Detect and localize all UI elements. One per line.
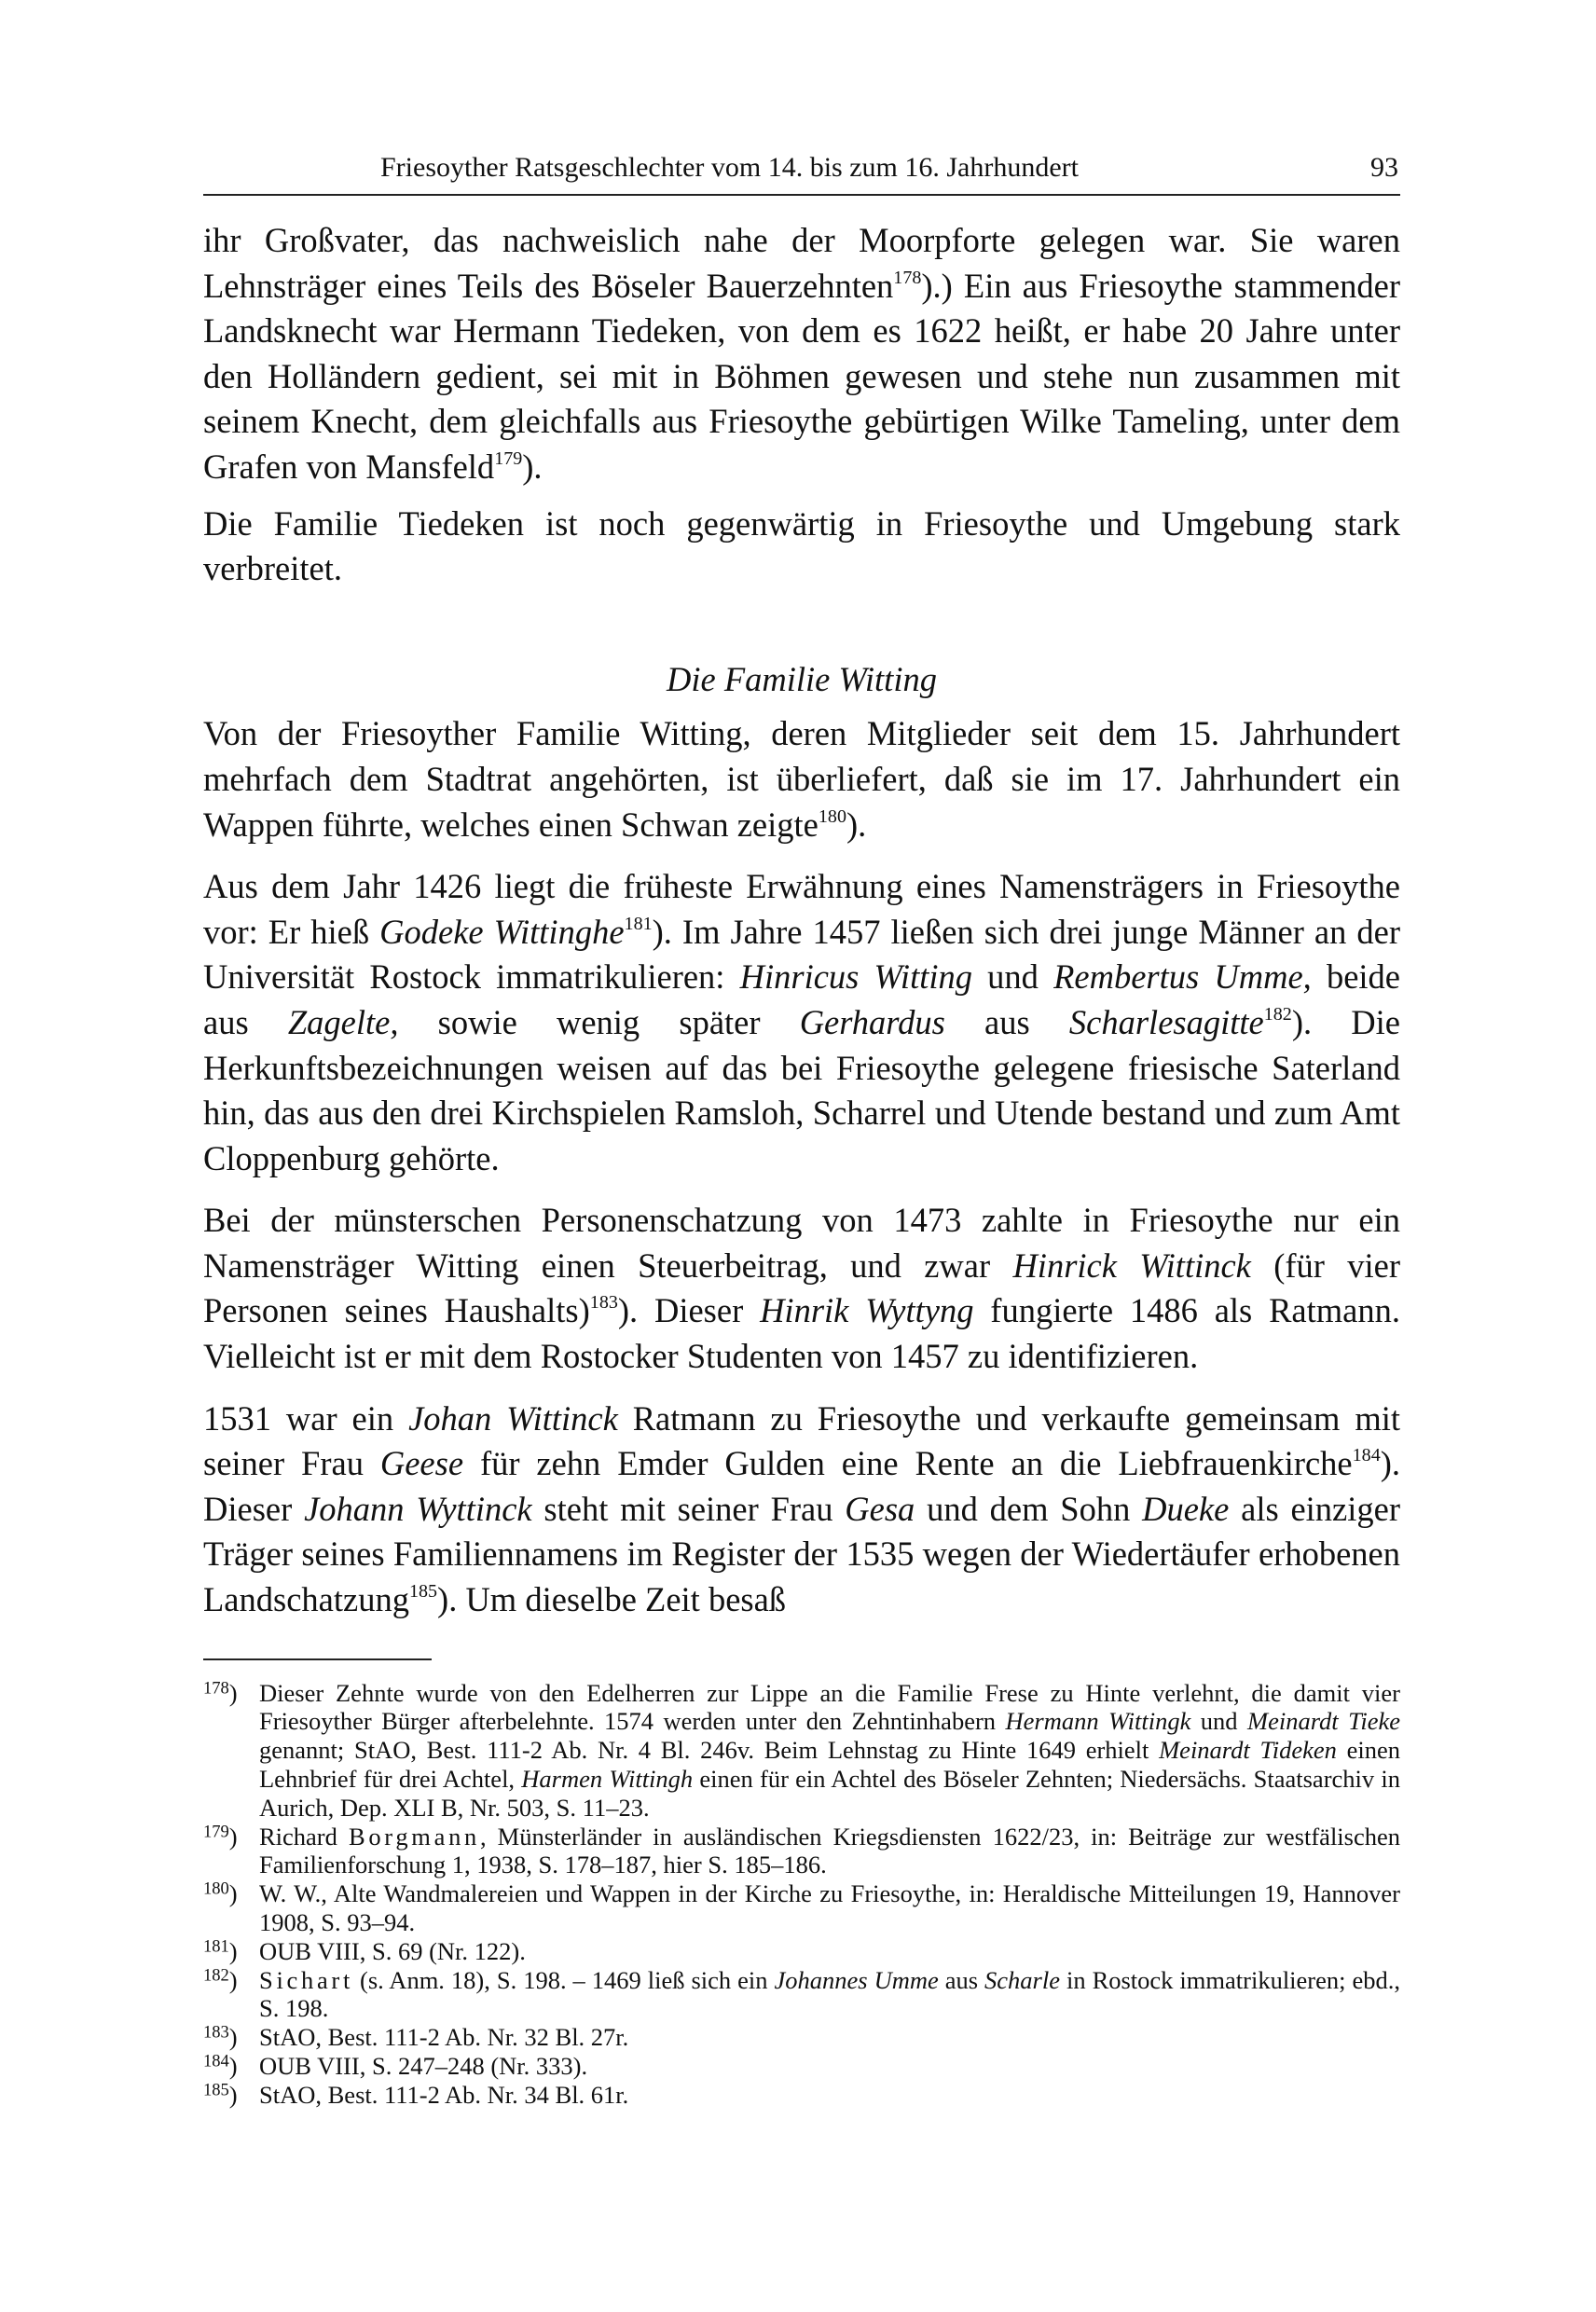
- footnote-number: 178: [203, 1678, 229, 1699]
- footnote-178: $^{178}$) Dieser Zehnte wurde von den Edelherren zur Lippe an die Familie Frese zu Hinte verlehnt, die damit vier Friesoyther Bürger afterbelehnte. 1574 werden unter den Zehntinhabern Hermann Wittingk und Meinardt Tieke genannt; StAO, Best. 111-2 Ab. Nr. 4 Bl. 246v. Beim Lehnstag zu Hinte 1649 erhielt Meinardt Tideken einen Lehnbrief für drei Achtel, Harmen Wittingh einen für ein Achtel des Böseler Zehnten; Niedersächs. Staatsarchiv in Aurich, Dep. XLI B, Nr. 503, S. 11–23.: [203, 1678, 1401, 1822]
- running-header: [203, 149, 1400, 196]
- footnote-number: 181: [203, 1936, 229, 1957]
- footnote-ref[interactable]: 183: [589, 1292, 618, 1314]
- footnote-179: $^{179}$) Richard Borgmann, Münsterländer in ausländischen Kriegsdiensten 1622/23, in: Beiträge zur westfälischen Familienforschung 1, 1938, S. 178–187, hier S. 185–186.: [203, 1822, 1401, 1879]
- paragraph: 1531 war ein Johan Wittinck Ratmann zu Friesoythe und verkaufte gemeinsam mit seiner Frau Geese für zehn Emder Gulden eine Rente an die Liebfrauenkirche$^{184}$). Dieser Johann Wyttinck steht mit seiner Frau Gesa und dem Sohn Dueke als einziger Träger seines Familiennamens im Register der 1535 wegen der Wiedertäufer erhobenen Landschatzung$^{185}$). Um dieselbe Zeit besaß: [203, 1398, 1401, 1619]
- footnote-ref[interactable]: 178: [893, 267, 922, 288]
- footnote-number: 185: [203, 2080, 229, 2100]
- footnote-ref[interactable]: 182: [1263, 1003, 1292, 1025]
- paragraph: Die Familie Tiedeken ist noch gegenwärtig in Friesoythe und Umgebung stark verbreitet.: [203, 503, 1400, 588]
- footnote-number: 183: [203, 2022, 229, 2043]
- paragraph: Aus dem Jahr 1426 liegt die früheste Erwähnung eines Namensträgers in Friesoythe vor: Er hieß Godeke Wittinghe$^{181}$). Im Jahre 1457 ließen sich drei junge Männer an der Universität Rostock immatrikulieren: Hinricus Witting und Rembertus Umme, beide aus Zagelte, sowie wenig später Gerhardus aus Scharlesagitte$^{182}$). Die Herkunftsbezeichnungen weisen auf das bei Friesoythe gelegene friesische Saterland hin, das aus den drei Kirchspielen Ramsloh, Scharrel und Utende bestand und zum Amt Cloppenburg gehörte.: [203, 867, 1400, 1177]
- footnote-ref[interactable]: 185: [408, 1580, 438, 1602]
- footnote-ref[interactable]: 179: [494, 447, 523, 469]
- paragraph: ihr Großvater, das nachweislich nahe der Moorpforte gelegen war. Sie waren Lehnsträger eines Teils des Böseler Bauerzehnten$^{178}$).) Ein aus Friesoythe stammender Landsknecht war Hermann Tiedeken, von dem es 1622 heißt, er habe 20 Jahre unter den Holländern gedient, sei mit in Böhmen gewesen und stehe nun zusammen mit seinem Knecht, dem gleichfalls aus Friesoythe gebürtigen Wilke Tameling, unter dem Grafen von Mansfeld$^{179}$).: [203, 221, 1400, 486]
- footnotes: [203, 1679, 1400, 2110]
- footnote-ref[interactable]: 180: [818, 805, 846, 827]
- footnote-184: $^{184}$) OUB VIII, S. 247–248 (Nr. 333).: [203, 2051, 588, 2080]
- footnote-182: $^{182}$) Sichart (s. Anm. 18), S. 198. – 1469 ließ sich ein Johannes Umme aus Scharle in Rostock immatrikulieren; ebd., S. 198.: [203, 1965, 1400, 2023]
- page-number: 93: [1370, 152, 1398, 183]
- footnote-divider: [203, 1658, 432, 1660]
- footnote-180: $^{180}$) W. W., Alte Wandmalereien und Wappen in der Kirche zu Friesoythe, in: Heraldische Mitteilungen 19, Hannover 1908, S. 93–94.: [203, 1878, 1400, 1936]
- footnote-185: $^{185}$) StAO, Best. 111-2 Ab. Nr. 34 Bl. 61r.: [203, 2080, 629, 2109]
- paragraph: Bei der münsterschen Personenschatzung von 1473 zahlte in Friesoythe nur ein Namensträger Witting einen Steuerbeitrag, und zwar Hinrick Wittinck (für vier Personen seines Haushalts)$^{183}$). Dieser Hinrik Wyttyng fungierte 1486 als Ratmann. Vielleicht ist er mit dem Rostocker Studenten von 1457 zu identifizieren.: [203, 1201, 1400, 1376]
- footnote-number: 182: [203, 1965, 229, 1986]
- footnote-183: $^{183}$) StAO, Best. 111-2 Ab. Nr. 32 Bl. 27r.: [203, 2022, 629, 2052]
- footnote-number: 180: [203, 1878, 229, 1899]
- footnote-181: $^{181}$) OUB VIII, S. 69 (Nr. 122).: [203, 1936, 526, 1965]
- footnote-number: 179: [203, 1822, 229, 1842]
- paragraph: Von der Friesoyther Familie Witting, deren Mitglieder seit dem 15. Jahrhundert mehrfach dem Stadtrat angehörten, ist überliefert, daß sie im 17. Jahrhundert ein Wappen führte, welches einen Schwan zeigte$^{180}$).: [203, 714, 1400, 844]
- footnote-ref[interactable]: 181: [624, 913, 653, 934]
- footnote-number: 184: [203, 2051, 229, 2071]
- body-text: [203, 218, 1400, 1623]
- footnote-ref[interactable]: 184: [1352, 1445, 1381, 1466]
- running-title: Friesoyther Ratsgeschlechter vom 14. bis zum 16. Jahrhundert: [380, 152, 1080, 183]
- section-heading: Die Familie Witting: [667, 659, 937, 698]
- book-page: [203, 149, 1400, 2110]
